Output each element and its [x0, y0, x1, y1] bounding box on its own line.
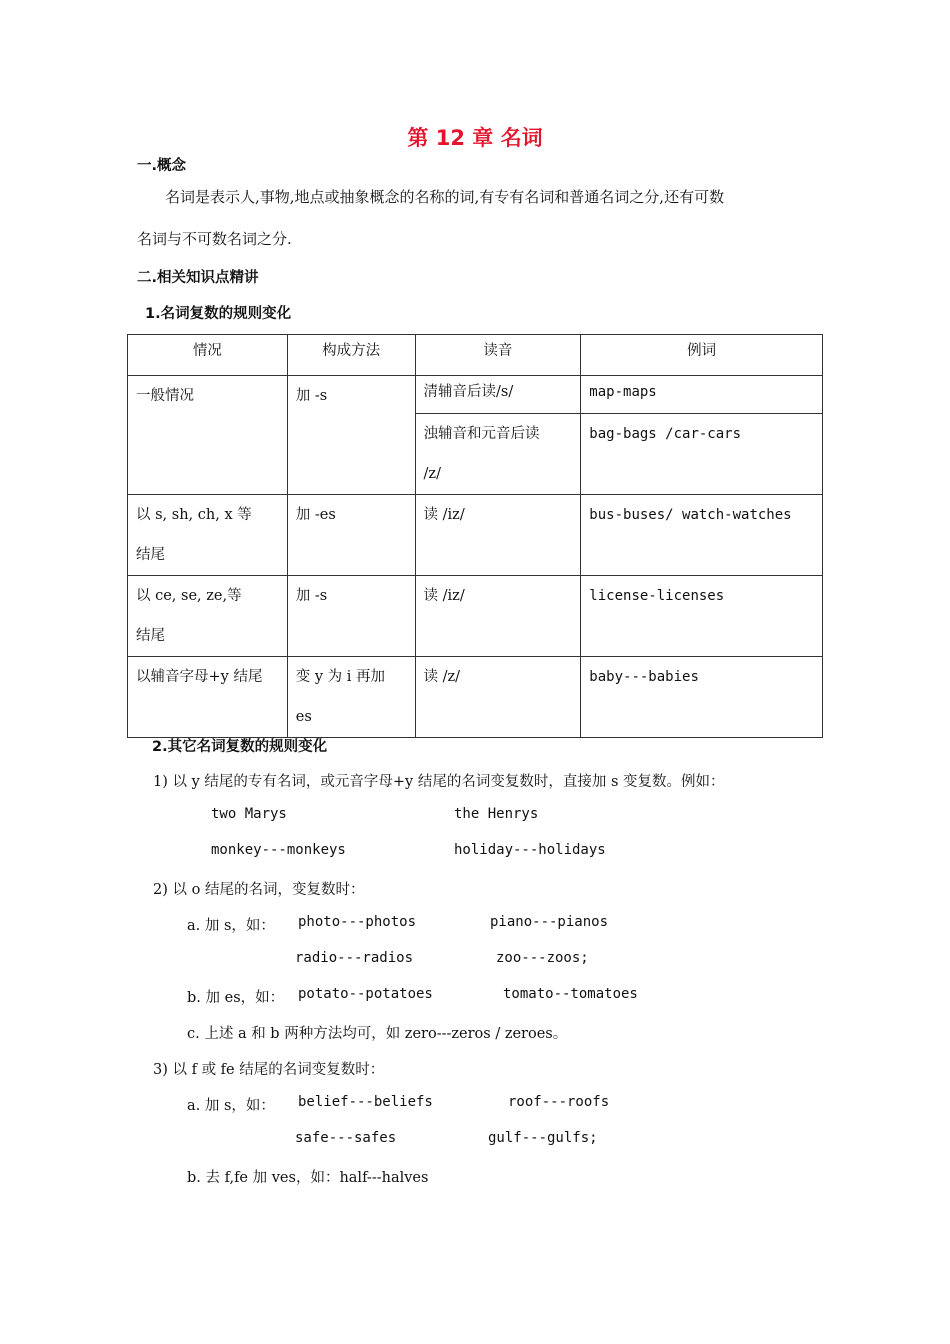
rule-3a-example: belief---beliefs [298, 1094, 433, 1110]
rule-1-example: the Henrys [454, 806, 539, 822]
table-header: 情况 [128, 335, 288, 376]
example-text: bus-buses/ watch-watches [589, 507, 792, 523]
table-cell [415, 576, 581, 657]
table-header: 构成方法 [287, 335, 415, 376]
table-cell [581, 495, 823, 576]
table-row [128, 657, 823, 738]
rule-2a-example: zoo---zoos; [496, 950, 589, 966]
example-text: baby---babies [589, 669, 699, 685]
rule-3a-example: safe---safes [295, 1130, 397, 1146]
method-text: 加 -es [295, 507, 336, 523]
situation-text: 结尾 [136, 628, 165, 644]
table-cell [581, 414, 823, 495]
example-text: license-licenses [589, 588, 725, 604]
rule-1-example: holiday---holidays [454, 842, 606, 858]
table-cell [415, 376, 581, 414]
table-header: 读音 [415, 335, 581, 376]
rule-3a-example: roof---roofs [508, 1094, 610, 1110]
table-cell [415, 657, 581, 738]
example-text: map-maps [589, 384, 657, 400]
situation-text: 结尾 [136, 547, 165, 563]
rule-2c-text: c. 上述 a 和 b 两种方法均可，如 zero---zeros / zeroes。 [187, 1026, 568, 1042]
situation-text: 以辅音字母+y 结尾 [136, 669, 263, 685]
rule-2a-example: photo---photos [298, 914, 417, 930]
rule-2a-label: a. 加 s，如： [187, 918, 275, 934]
table-cell [581, 376, 823, 414]
table-cell [128, 376, 288, 495]
concept-paragraph-line2: 名词与不可数名词之分. [137, 230, 292, 248]
rule-1-example: two Marys [211, 806, 287, 822]
pronunciation-text: 读 /iz/ [423, 588, 465, 604]
situation-text: 以 s, sh, ch, x 等 [136, 507, 252, 523]
table-header: 例词 [581, 335, 823, 376]
table-cell [581, 657, 823, 738]
rule-1-text: 1) 以 y 结尾的专有名词，或元音字母+y 结尾的名词变复数时，直接加 s 变复数。例如： [153, 774, 725, 790]
rule-2b-label: b. 加 es，如： [187, 990, 285, 1006]
section-heading-concept: 一.概念 [137, 158, 187, 174]
subheading-other-plurals: 2.其它名词复数的规则变化 [152, 739, 328, 755]
section-heading-knowledge: 二.相关知识点精讲 [137, 270, 259, 286]
table-cell [287, 657, 415, 738]
table-cell [415, 414, 581, 495]
rule-2b-example: potato--potatoes [298, 986, 433, 1002]
chapter-title: 第 12 章 名词 [407, 126, 543, 150]
plural-rules-table [127, 334, 823, 738]
concept-paragraph-line1: 名词是表示人,事物,地点或抽象概念的名称的词,有专有名词和普通名词之分,还有可数 [165, 188, 725, 206]
table-cell [128, 657, 288, 738]
example-text: bag-bags /car-cars [589, 426, 742, 442]
method-text: 变 y 为 i 再加 [295, 669, 386, 685]
situation-text: 以 ce, se, ze,等 [136, 588, 242, 604]
pronunciation-text: 清辅音后读/s/ [423, 384, 514, 400]
situation-text: 一般情况 [136, 388, 194, 404]
rule-2b-example: tomato--tomatoes [503, 986, 638, 1002]
rule-3a-label: a. 加 s，如： [187, 1098, 275, 1114]
pronunciation-text: 读 /z/ [423, 669, 461, 685]
rule-2a-example: radio---radios [295, 950, 414, 966]
pronunciation-text: /z/ [423, 466, 441, 482]
method-text: 加 -s [295, 588, 328, 604]
table-cell [287, 495, 415, 576]
table-cell [287, 376, 415, 495]
method-text: es [295, 709, 312, 725]
rule-3a-example: gulf---gulfs; [488, 1130, 598, 1146]
table-cell [128, 495, 288, 576]
rule-3-text: 3) 以 f 或 fe 结尾的名词变复数时： [153, 1062, 385, 1078]
table-cell [128, 576, 288, 657]
table-row [128, 495, 823, 576]
rule-2a-example: piano---pianos [490, 914, 609, 930]
table-row [128, 376, 823, 414]
rule-1-example: monkey---monkeys [211, 842, 346, 858]
table-header-row [128, 335, 823, 376]
table-cell [287, 576, 415, 657]
rule-3b-text: b. 去 f,fe 加 ves，如：half---halves [187, 1170, 429, 1186]
pronunciation-text: 读 /iz/ [423, 507, 465, 523]
table-row [128, 576, 823, 657]
pronunciation-text: 浊辅音和元音后读 [423, 426, 540, 442]
table-cell [415, 495, 581, 576]
subheading-regular-plurals: 1.名词复数的规则变化 [145, 306, 292, 322]
rule-2-text: 2) 以 o 结尾的名词，变复数时： [153, 882, 365, 898]
method-text: 加 -s [295, 388, 328, 404]
table-cell [581, 576, 823, 657]
